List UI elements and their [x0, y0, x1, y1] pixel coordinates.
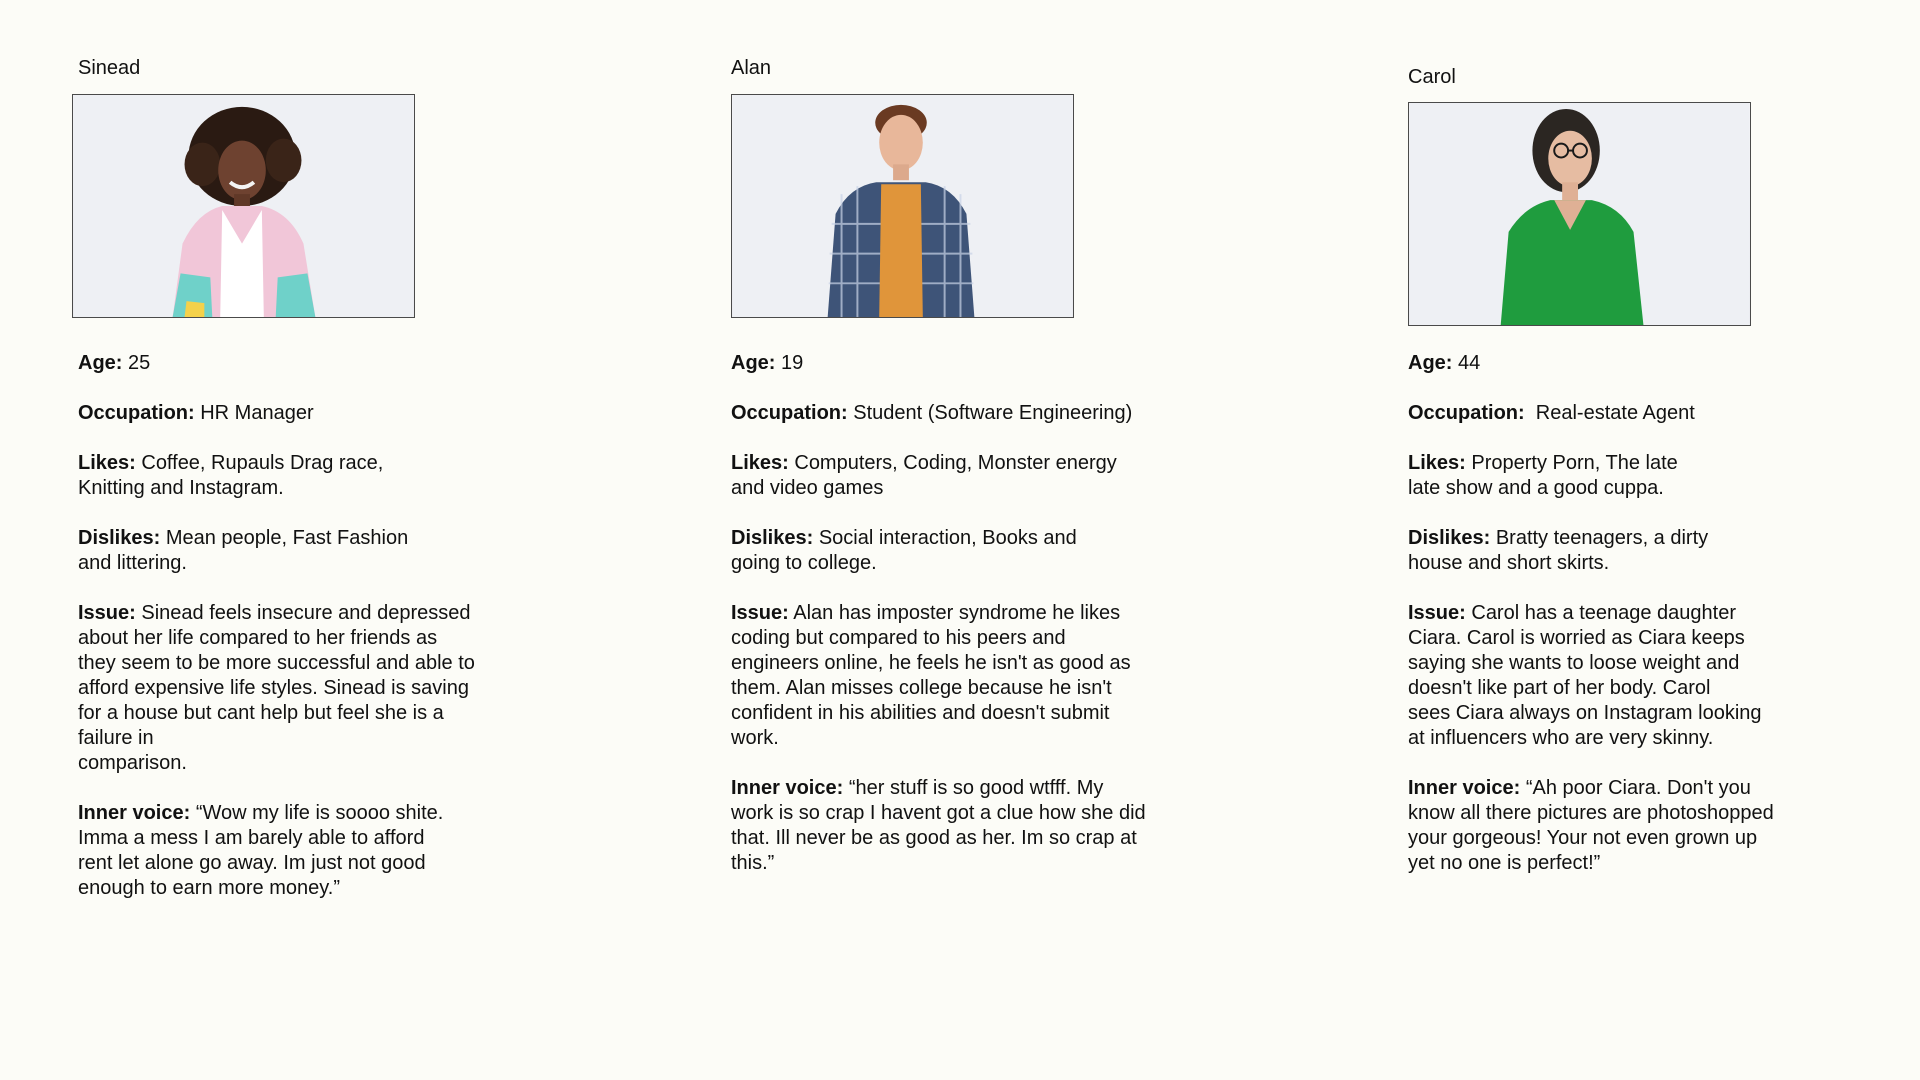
issue-line: engineers online, he feels he isn't as good as: [731, 652, 1131, 674]
likes-line: [731, 451, 1146, 476]
likes-text: Computers, Coding, Monster energy: [788, 452, 1117, 474]
inner-voice-text: “her stuff is so good wtfff. My: [843, 777, 1104, 799]
persona-photo-illustration: [732, 95, 1073, 317]
persona-photo-illustration: [73, 95, 414, 317]
issue-line: [78, 601, 475, 626]
likes-field: [731, 451, 1146, 501]
issue-line: confident in his abilities and doesn't submit: [731, 702, 1110, 724]
inner-voice-line: rent let alone go away. Im just not good: [78, 852, 426, 874]
issue-line: coding but compared to his peers and: [731, 627, 1066, 649]
inner-voice-line: [731, 776, 1146, 801]
issue-line: [731, 601, 1146, 626]
persona-name: Carol: [1408, 66, 1456, 88]
persona-photo: [72, 94, 415, 318]
inner-voice-text: “Ah poor Ciara. Don't you: [1520, 777, 1751, 799]
inner-voice-label: Inner voice:: [731, 777, 844, 799]
inner-voice-line: work is so crap I havent got a clue how she did: [731, 802, 1146, 824]
issue-line: Ciara. Carol is worried as Ciara keeps: [1408, 627, 1745, 649]
age-value: 25: [122, 352, 151, 374]
inner-voice-label: Inner voice:: [78, 802, 191, 824]
occupation-label: Occupation:: [78, 402, 195, 424]
occupation-value: HR Manager: [194, 402, 314, 424]
likes-label: Likes:: [1408, 452, 1466, 474]
issue-line: at influencers who are very skinny.: [1408, 727, 1714, 749]
dislikes-line: house and short skirts.: [1408, 552, 1610, 574]
dislikes-text: Mean people, Fast Fashion: [160, 527, 409, 549]
occupation-label: Occupation:: [1408, 402, 1525, 424]
occupation-field: [731, 401, 1146, 426]
dislikes-line: [1408, 526, 1774, 551]
persona-photo: [1408, 102, 1751, 326]
issue-line: [1408, 601, 1774, 626]
dislikes-field: [731, 526, 1146, 576]
issue-line: sees Ciara always on Instagram looking: [1408, 702, 1762, 724]
issue-field: [78, 601, 475, 776]
persona-name: Alan: [731, 57, 772, 79]
issue-text: Sinead feels insecure and depressed: [135, 602, 471, 624]
inner-voice-line: know all there pictures are photoshopped: [1408, 802, 1774, 824]
inner-voice-line: enough to earn more money.”: [78, 877, 341, 899]
likes-line: [1408, 451, 1774, 476]
age-label: Age:: [1408, 352, 1453, 374]
likes-label: Likes:: [731, 452, 789, 474]
dislikes-field: [1408, 526, 1774, 576]
issue-line: work.: [731, 727, 779, 749]
age-label: Age:: [731, 352, 776, 374]
issue-line: saying she wants to loose weight and: [1408, 652, 1740, 674]
inner-voice-line: your gorgeous! Your not even grown up: [1408, 827, 1758, 849]
inner-voice-field: [731, 776, 1146, 876]
likes-line: late show and a good cuppa.: [1408, 477, 1664, 499]
persona-photo: [731, 94, 1074, 318]
issue-label: Issue:: [731, 602, 789, 624]
issue-line: doesn't like part of her body. Carol: [1408, 677, 1711, 699]
issue-line: about her life compared to her friends as: [78, 627, 438, 649]
age-field: [1408, 351, 1774, 376]
likes-text: Property Porn, The late: [1465, 452, 1678, 474]
age-field: [78, 351, 475, 376]
issue-text: Carol has a teenage daughter: [1465, 602, 1737, 624]
occupation-field: [78, 401, 475, 426]
persona-details: [1408, 351, 1774, 901]
inner-voice-line: [78, 801, 475, 826]
issue-field: [1408, 601, 1774, 751]
persona-photo-illustration: [1409, 103, 1750, 325]
dislikes-line: [731, 526, 1146, 551]
age-field: [731, 351, 1146, 376]
issue-line: they seem to be more successful and able to: [78, 652, 475, 674]
age-label: Age:: [78, 352, 123, 374]
issue-line: afford expensive life styles. Sinead is saving: [78, 677, 469, 699]
inner-voice-text: “Wow my life is soooo shite.: [190, 802, 444, 824]
issue-text: Alan has imposter syndrome he likes: [788, 602, 1121, 624]
persona-name: Sinead: [78, 57, 141, 79]
dislikes-line: going to college.: [731, 552, 877, 574]
occupation-field: [1408, 401, 1774, 426]
likes-line: and video games: [731, 477, 884, 499]
occupation-value: Real-estate Agent: [1524, 402, 1695, 424]
likes-field: [1408, 451, 1774, 501]
issue-line: failure in: [78, 727, 154, 749]
issue-label: Issue:: [78, 602, 136, 624]
inner-voice-line: [1408, 776, 1774, 801]
age-value: 19: [775, 352, 804, 374]
inner-voice-field: [1408, 776, 1774, 876]
inner-voice-line: this.”: [731, 852, 775, 874]
dislikes-label: Dislikes:: [1408, 527, 1491, 549]
age-value: 44: [1452, 352, 1481, 374]
issue-label: Issue:: [1408, 602, 1466, 624]
inner-voice-line: yet no one is perfect!”: [1408, 852, 1601, 874]
dislikes-label: Dislikes:: [731, 527, 814, 549]
issue-line: them. Alan misses college because he isn't: [731, 677, 1112, 699]
occupation-label: Occupation:: [731, 402, 848, 424]
inner-voice-label: Inner voice:: [1408, 777, 1521, 799]
likes-text: Coffee, Rupauls Drag race,: [135, 452, 384, 474]
persona-details: [78, 351, 475, 926]
persona-details: [731, 351, 1146, 901]
likes-label: Likes:: [78, 452, 136, 474]
dislikes-field: [78, 526, 475, 576]
issue-line: comparison.: [78, 752, 187, 774]
dislikes-text: Bratty teenagers, a dirty: [1490, 527, 1709, 549]
inner-voice-line: that. Ill never be as good as her. Im so crap at: [731, 827, 1137, 849]
dislikes-text: Social interaction, Books and: [813, 527, 1077, 549]
issue-field: [731, 601, 1146, 751]
dislikes-line: and littering.: [78, 552, 187, 574]
inner-voice-line: Imma a mess I am barely able to afford: [78, 827, 425, 849]
inner-voice-field: [78, 801, 475, 901]
dislikes-line: [78, 526, 475, 551]
likes-field: [78, 451, 475, 501]
likes-line: [78, 451, 475, 476]
issue-line: for a house but cant help but feel she is a: [78, 702, 444, 724]
likes-line: Knitting and Instagram.: [78, 477, 284, 499]
dislikes-label: Dislikes:: [78, 527, 161, 549]
occupation-value: Student (Software Engineering): [847, 402, 1133, 424]
